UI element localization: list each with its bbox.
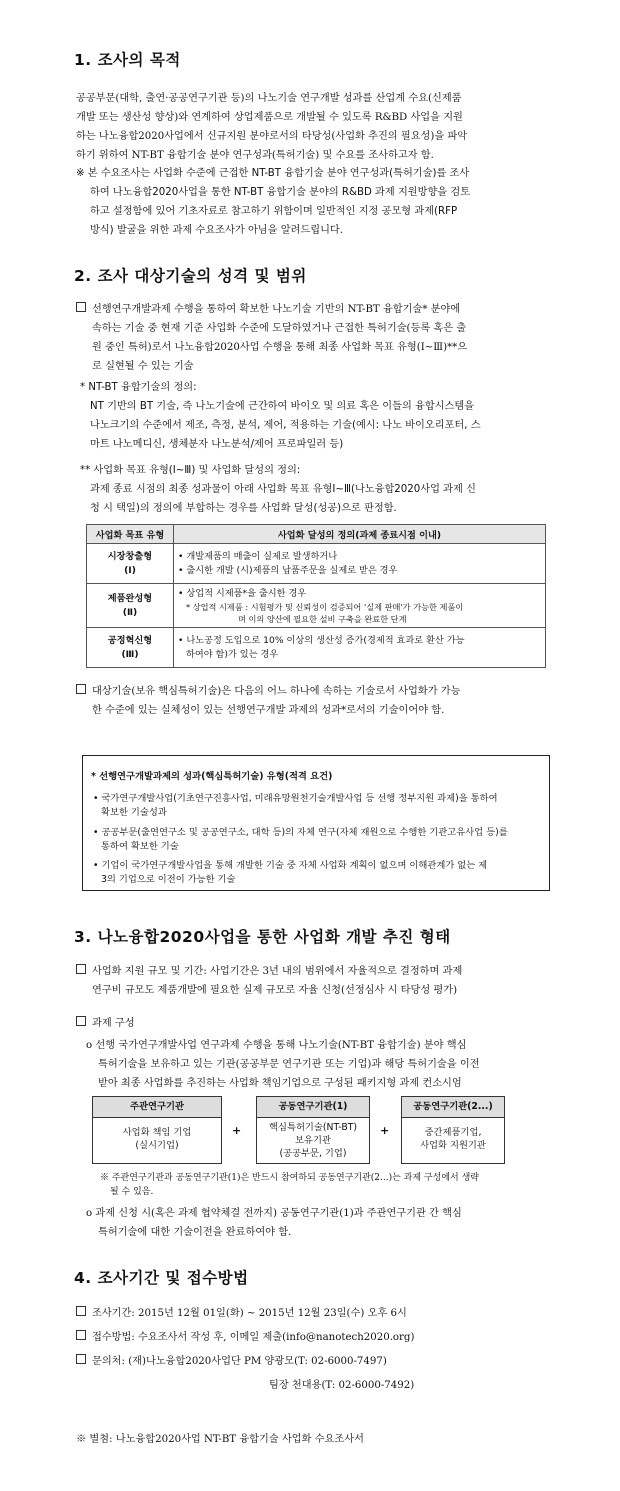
section-3-item-2: 과제 구성 xyxy=(76,1014,556,1033)
eligibility-box xyxy=(82,755,550,891)
checkbox-square-icon xyxy=(76,1354,86,1364)
table-header-cell: 사업화 달성의 정의(과제 종료시점 이내) xyxy=(174,525,546,544)
section-3-sub-2: o 과제 신청 시(혹은 과제 협약체결 전까지) 공동연구기관(1)과 주관연구기관 간 핵심 특허기술에 대한 기술이전을 완료하여야 함. xyxy=(86,1208,462,1238)
section-1-paragraph: 공공부문(대학, 출연·공공연구기관 등)의 나노기술 연구개발 성과를 산업계 수요(신제품 개발 또는 생산성 향상)와 연계하여 상업제품으로 개발될 수 있도록 R&BD 사업을 지원 하는 나노융합2020사업에서 신규지원 분야로서의 타당성(사업화 추진의 필요성)을 파악 하기 위하여 NT-BT 융합기술 분야 연구성과(특허기술) 및 수요를 조사하고자 함. xyxy=(76,93,468,161)
checkbox-square-icon xyxy=(76,1306,86,1316)
org-box-joint-1: 공동연구기관(1) 핵심특허기술(NT-BT) 보유기관 (공공부문, 기업) xyxy=(256,1096,370,1164)
checkbox-square-icon xyxy=(76,1016,86,1026)
attachment-note: ※ 별첨: 나노융합2020사업 NT-BT 융합기술 사업화 수요조사서 xyxy=(76,1434,364,1445)
eligibility-bullet: • 국가연구개발사업(기초연구진흥사업, 미래유망원천기술개발사업 등 선행 정부지원 과제)을 통하여 확보한 기술성과 xyxy=(93,793,498,818)
org-box-joint-2: 공동연구기관(2...) 중간제품기업, 사업화 지원기관 xyxy=(401,1096,505,1164)
table-row xyxy=(87,544,546,584)
table-cell-type: 공정혁신형 (Ⅲ) xyxy=(87,628,174,668)
section-1-note: ※ 본 수요조사는 사업화 수준에 근접한 NT-BT 융합기술 분야 연구성과(특허기술)를 조사 하여 나노융합2020사업을 통한 NT-BT 융합기술 분야의 R&BD 과제 지원방향을 검토 하고 설정함에 있어 기초자료로 참고하기 위함이며 일반적인 지정 공모형 과제(RFP 방식) 발굴을 위한 과제 수요조사가 아님을 알려드립니다. xyxy=(76,168,471,236)
plus-sign: + xyxy=(232,1124,242,1137)
checkbox-square-icon xyxy=(76,302,86,312)
section-4-heading: 4. 조사기간 및 접수방법 xyxy=(74,1269,249,1287)
section-4-list: 조사기간: 2015년 12월 01일(화) ~ 2015년 12월 23일(수) 오후 6시 접수방법: 수요조사서 작성 후, 이메일 제출(info@nanotech2020.org) 문의처: (재)나노융합2020사업단 PM 양광모(T: 02-6000-7497) 팀장 천대용(T: 02-6000-7492) xyxy=(76,1302,556,1398)
table-header-cell: 사업화 목표 유형 xyxy=(87,525,174,544)
table-cell-definition: • 나노공정 도입으로 10% 이상의 생산성 증가(경제적 효과로 환산 가능 하여야 함)가 있는 경우 xyxy=(174,628,546,668)
table-row xyxy=(87,584,546,628)
table-cell-type: 제품완성형 (Ⅱ) xyxy=(87,584,174,628)
table-row xyxy=(87,628,546,668)
section-3-item-1: 사업화 지원 규모 및 기간: 사업기간은 3년 내의 범위에서 자율적으로 결정하며 과제 연구비 규모도 제품개발에 필요한 실제 규모로 자율 신청(선정심사 시 타당성 평가) xyxy=(76,962,556,1000)
definition-target-types: ** 사업화 목표 유형(Ⅰ~Ⅲ) 및 사업화 달성의 정의: 과제 종료 시점의 최종 성과물이 아래 사업화 목표 유형Ⅰ~Ⅲ(나노융합2020사업 과제 신 청 시 택일)의 정의에 부합하는 경우를 사업화 달성(성공)으로 판정함. xyxy=(80,465,476,514)
checkbox-square-icon xyxy=(76,684,86,694)
org-box-lead: 주관연구기관 사업화 책임 기업 (실시기업) xyxy=(92,1096,222,1164)
plus-sign: + xyxy=(380,1124,390,1137)
section-1-heading: 1. 조사의 목적 xyxy=(74,51,181,69)
eligibility-box-title: * 선행연구개발과제의 성과(핵심특허기술) 유형(적격 요건) xyxy=(91,771,333,782)
section-2-item-2: 대상기술(보유 핵심특허기술)은 다음의 어느 하나에 속하는 기술로서 사업화가 가능 한 수준에 있는 실체성이 있는 선행연구개발 과제의 성과*로서의 기술이어야 함. xyxy=(76,682,556,720)
eligibility-bullet: • 공공부문(출연연구소 및 공공연구소, 대학 등)의 자체 연구(자체 재원으로 수행한 기관고유사업 등)를 통하여 확보한 기술 xyxy=(93,827,508,852)
org-note: ※ 주관연구기관과 공동연구기관(1)은 반드시 참여하되 공동연구기관(2...)는 과제 구성에서 생략 될 수 있음. xyxy=(100,1173,479,1197)
checkbox-square-icon xyxy=(76,964,86,974)
section-2-heading: 2. 조사 대상기술의 성격 및 범위 xyxy=(74,267,307,285)
table-cell-definition: • 개발제품의 매출이 실제로 발생하거나 • 출시한 개발 (시)제품의 납품주문을 실제로 받은 경우 xyxy=(174,544,546,584)
section-2-item-1: 선행연구개발과제 수행을 통하여 확보한 나노기술 기반의 NT-BT 융합기술* 분야에 속하는 기술 중 현재 기준 사업화 수준에 도달하였거나 근접한 특허기술(등록 혹은 출 원 중인 특허)로서 나노융합2020사업 수행을 통해 최종 사업화 목표 유형(Ⅰ~Ⅲ)**으 로 실현될 수 있는 기술 xyxy=(76,300,556,376)
checkbox-square-icon xyxy=(76,1330,86,1340)
eligibility-bullet: • 기업이 국가연구개발사업을 통해 개발한 기술 중 자체 사업화 계획이 없으며 이해관계가 없는 제 3의 기업으로 이전이 가능한 기술 xyxy=(93,860,488,885)
table-cell-type: 시장창출형 (Ⅰ) xyxy=(87,544,174,584)
table-header-row xyxy=(87,525,546,544)
table-cell-definition: • 상업적 시제품*을 출시한 경우 * 상업적 시제품 : 시험평가 및 신뢰성이 검증되어 '실제 판매'가 가능한 제품이 며 이의 양산에 필요한 설비 구축을 완료한 단계 xyxy=(174,584,546,628)
definition-nt-bt: * NT-BT 융합기술의 정의: NT 기반의 BT 기술, 즉 나노기술에 근간하여 바이오 및 의료 혹은 이들의 융합시스템을 나노크기의 수준에서 제조, 측정, 분석, 제어, 적용하는 기술(예시: 나노 바이오리포터, 스 마트 나노메디신, 생체분자 나노분석/제어 프로파일러 등) xyxy=(80,382,481,450)
section-3-heading: 3. 나노융합2020사업을 통한 사업화 개발 추진 형태 xyxy=(74,928,451,946)
target-type-table xyxy=(86,524,546,668)
section-3-sub-1: o 선행 국가연구개발사업 연구과제 수행을 통해 나노기술(NT-BT 융합기술) 분야 핵심 특허기술을 보유하고 있는 기관(공공부문 연구기관 또는 기업)과 해당 특허기술을 이전 받아 최종 사업화를 추진하는 사업화 책임기업으로 구성된 패키지형 과제 컨소시엄 xyxy=(86,1040,480,1089)
